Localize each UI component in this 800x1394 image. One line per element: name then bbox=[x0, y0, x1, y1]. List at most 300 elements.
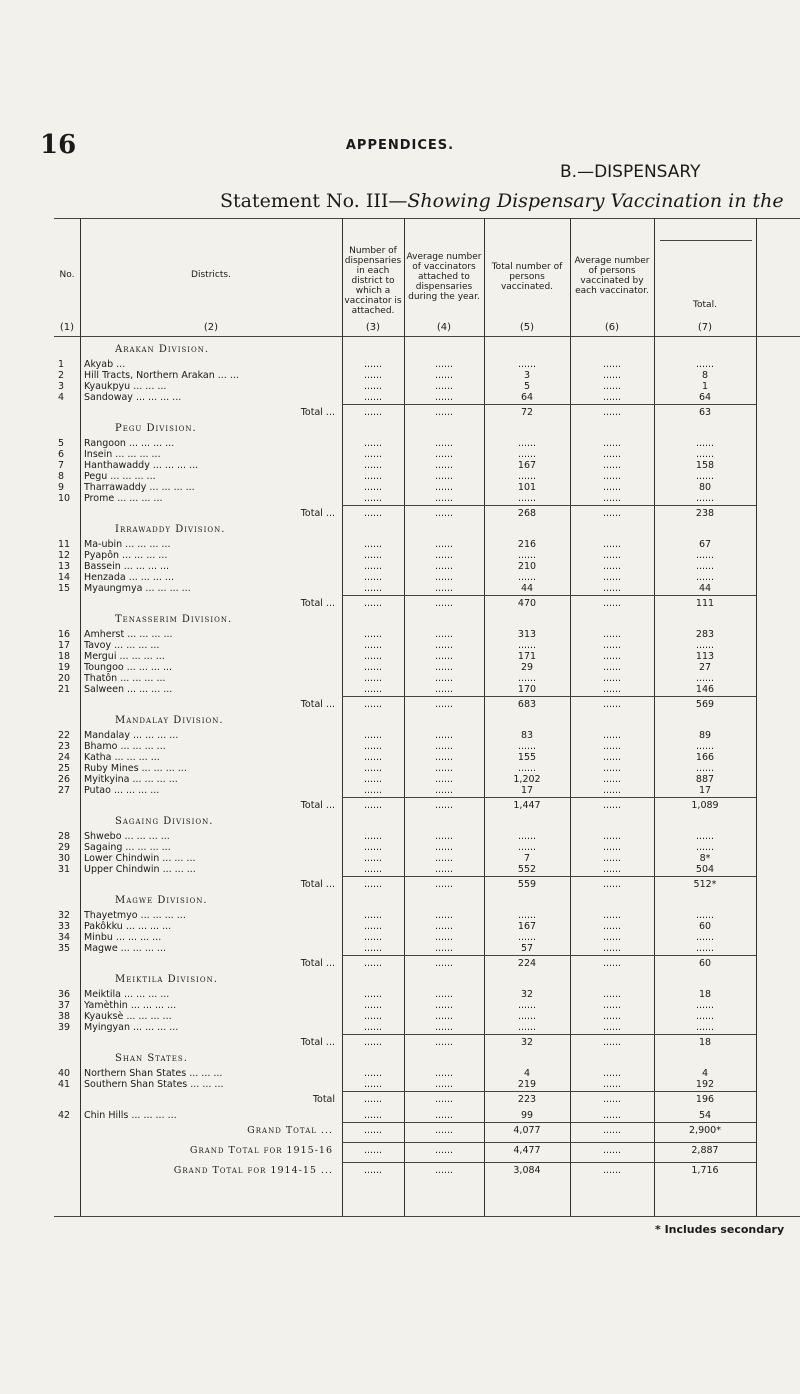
cell-vaccinated: ...... bbox=[517, 449, 537, 460]
statement-title bbox=[220, 190, 784, 212]
cell-dispensaries: ...... bbox=[363, 831, 383, 842]
cell-total: ...... bbox=[695, 741, 715, 752]
table-row bbox=[0, 640, 800, 651]
grand-total-row bbox=[0, 1125, 800, 1136]
cell-average: ...... bbox=[602, 629, 622, 640]
cell-total: 67 bbox=[698, 539, 712, 550]
column-number: (6) bbox=[604, 322, 620, 333]
cell-total: 166 bbox=[695, 752, 715, 763]
cell-vaccinators: ...... bbox=[434, 572, 454, 583]
cell-total: ...... bbox=[695, 673, 715, 684]
district-name: Grand Total for 1915-16 bbox=[189, 1145, 333, 1156]
table-row bbox=[0, 460, 800, 471]
division-heading bbox=[0, 614, 800, 625]
row-number: 36 bbox=[58, 989, 71, 1000]
district-name: Kyaukpyu ... ... ... bbox=[84, 381, 167, 392]
row-number: 23 bbox=[58, 741, 71, 752]
cell-vaccinators: ...... bbox=[434, 651, 454, 662]
cell-vaccinated: 313 bbox=[517, 629, 537, 640]
cell-dispensaries: ...... bbox=[363, 800, 383, 811]
cell-vaccinators: ...... bbox=[434, 842, 454, 853]
cell-total: 1,716 bbox=[691, 1165, 719, 1176]
total-row bbox=[0, 879, 800, 890]
header-avg-per-vaccinator: Average number of persons vaccinated by each vaccinator. bbox=[574, 256, 650, 296]
cell-total: ...... bbox=[695, 550, 715, 561]
cell-total: 1 bbox=[701, 381, 709, 392]
cell-vaccinated: ...... bbox=[517, 493, 537, 504]
cell-total: ...... bbox=[695, 561, 715, 572]
row-number: 19 bbox=[58, 662, 71, 673]
table-row bbox=[0, 1011, 800, 1022]
district-name: Total ... bbox=[300, 407, 335, 418]
district-name: Meiktila Division. bbox=[115, 974, 218, 985]
table-row bbox=[0, 831, 800, 842]
table-row bbox=[0, 673, 800, 684]
cell-dispensaries: ...... bbox=[363, 1110, 383, 1121]
cell-vaccinated: ...... bbox=[517, 438, 537, 449]
cell-dispensaries: ...... bbox=[363, 842, 383, 853]
table-row bbox=[0, 842, 800, 853]
district-name: Sagaing Division. bbox=[115, 816, 214, 827]
cell-vaccinated: 470 bbox=[517, 598, 537, 609]
cell-total: ...... bbox=[695, 493, 715, 504]
header-avg-vaccinators: Average number of vaccinators attached to dispensaries during the year. bbox=[406, 252, 482, 302]
cell-vaccinated: ...... bbox=[517, 572, 537, 583]
table-row bbox=[0, 550, 800, 561]
column-number: (1) bbox=[59, 322, 75, 333]
cell-total: 113 bbox=[695, 651, 715, 662]
cell-dispensaries: ...... bbox=[363, 910, 383, 921]
cell-average: ...... bbox=[602, 407, 622, 418]
district-name: Total ... bbox=[300, 1037, 335, 1048]
row-number: 17 bbox=[58, 640, 71, 651]
table-row bbox=[0, 910, 800, 921]
cell-vaccinators: ...... bbox=[434, 831, 454, 842]
row-number: 33 bbox=[58, 921, 71, 932]
cell-total: 8 bbox=[701, 370, 709, 381]
cell-total: 1,089 bbox=[691, 800, 719, 811]
cell-dispensaries: ...... bbox=[363, 1037, 383, 1048]
row-number: 21 bbox=[58, 684, 71, 695]
row-number: 32 bbox=[58, 910, 71, 921]
cell-vaccinated: 167 bbox=[517, 460, 537, 471]
row-number: 31 bbox=[58, 864, 71, 875]
district-name: Tavoy ... ... ... ... bbox=[84, 640, 160, 651]
cell-total: ...... bbox=[695, 359, 715, 370]
cell-average: ...... bbox=[602, 1165, 622, 1176]
cell-average: ...... bbox=[602, 561, 622, 572]
district-name: Southern Shan States ... ... ... bbox=[84, 1079, 224, 1090]
cell-dispensaries: ...... bbox=[363, 508, 383, 519]
district-name: Kyauksè ... ... ... ... bbox=[84, 1011, 172, 1022]
cell-average: ...... bbox=[602, 482, 622, 493]
cell-dispensaries: ...... bbox=[363, 763, 383, 774]
table-row bbox=[0, 572, 800, 583]
district-name: Ma-ubin ... ... ... ... bbox=[84, 539, 171, 550]
cell-vaccinators: ...... bbox=[434, 629, 454, 640]
cell-dispensaries: ...... bbox=[363, 932, 383, 943]
cell-total: 2,900* bbox=[689, 1125, 721, 1136]
district-name: Pyapôn ... ... ... ... bbox=[84, 550, 168, 561]
cell-vaccinated: 559 bbox=[517, 879, 537, 890]
column-number: (7) bbox=[697, 322, 713, 333]
cell-average: ...... bbox=[602, 921, 622, 932]
table-row bbox=[0, 1079, 800, 1090]
cell-average: ...... bbox=[602, 662, 622, 673]
cell-dispensaries: ...... bbox=[363, 651, 383, 662]
cell-total: 111 bbox=[695, 598, 715, 609]
table-row bbox=[0, 1000, 800, 1011]
row-number: 4 bbox=[58, 392, 65, 403]
cell-average: ...... bbox=[602, 1079, 622, 1090]
row-number: 20 bbox=[58, 673, 71, 684]
cell-average: ...... bbox=[602, 943, 622, 954]
table-row bbox=[0, 921, 800, 932]
cell-vaccinators: ...... bbox=[434, 774, 454, 785]
cell-total: ...... bbox=[695, 932, 715, 943]
cell-vaccinators: ...... bbox=[434, 460, 454, 471]
cell-vaccinated: 3,084 bbox=[513, 1165, 541, 1176]
cell-vaccinated: 223 bbox=[517, 1094, 537, 1105]
row-number: 3 bbox=[58, 381, 65, 392]
cell-vaccinated: 155 bbox=[517, 752, 537, 763]
cell-dispensaries: ...... bbox=[363, 1068, 383, 1079]
cell-total: 887 bbox=[695, 774, 715, 785]
cell-average: ...... bbox=[602, 774, 622, 785]
total-rule bbox=[342, 797, 756, 798]
cell-average: ...... bbox=[602, 673, 622, 684]
cell-vaccinators: ...... bbox=[434, 508, 454, 519]
district-name: Bhamo ... ... ... ... bbox=[84, 741, 166, 752]
total-rule bbox=[342, 1091, 756, 1092]
row-number: 5 bbox=[58, 438, 65, 449]
cell-vaccinated: 210 bbox=[517, 561, 537, 572]
cell-average: ...... bbox=[602, 1094, 622, 1105]
cell-average: ...... bbox=[602, 684, 622, 695]
table-row bbox=[0, 392, 800, 403]
cell-vaccinators: ...... bbox=[434, 785, 454, 796]
cell-average: ...... bbox=[602, 752, 622, 763]
table-top-rule bbox=[54, 218, 800, 219]
cell-total: 80 bbox=[698, 482, 712, 493]
district-name: Upper Chindwin ... ... ... bbox=[84, 864, 196, 875]
cell-average: ...... bbox=[602, 359, 622, 370]
row-number: 9 bbox=[58, 482, 65, 493]
cell-total: 283 bbox=[695, 629, 715, 640]
cell-total: 60 bbox=[698, 958, 712, 969]
division-heading bbox=[0, 974, 800, 985]
district-name: Toungoo ... ... ... ... bbox=[84, 662, 173, 673]
row-number: 27 bbox=[58, 785, 71, 796]
table-row bbox=[0, 943, 800, 954]
cell-vaccinated: 219 bbox=[517, 1079, 537, 1090]
table-row bbox=[0, 651, 800, 662]
district-name: Akyab ... bbox=[84, 359, 126, 370]
district-name: Thayetmyo ... ... ... ... bbox=[84, 910, 186, 921]
district-name: Arakan Division. bbox=[115, 344, 210, 355]
cell-average: ...... bbox=[602, 785, 622, 796]
cell-average: ...... bbox=[602, 1145, 622, 1156]
header-subrule bbox=[660, 240, 752, 241]
table-row bbox=[0, 629, 800, 640]
cell-vaccinators: ...... bbox=[434, 598, 454, 609]
table-row bbox=[0, 482, 800, 493]
district-name: Shwebo ... ... ... ... bbox=[84, 831, 170, 842]
cell-dispensaries: ...... bbox=[363, 1022, 383, 1033]
cell-vaccinators: ...... bbox=[434, 1110, 454, 1121]
cell-average: ...... bbox=[602, 471, 622, 482]
cell-average: ...... bbox=[602, 550, 622, 561]
cell-vaccinators: ...... bbox=[434, 943, 454, 954]
table-row bbox=[0, 989, 800, 1000]
row-number: 29 bbox=[58, 842, 71, 853]
cell-vaccinators: ...... bbox=[434, 879, 454, 890]
cell-average: ...... bbox=[602, 381, 622, 392]
district-name: Total ... bbox=[300, 958, 335, 969]
cell-dispensaries: ...... bbox=[363, 539, 383, 550]
division-heading bbox=[0, 816, 800, 827]
cell-vaccinators: ...... bbox=[434, 752, 454, 763]
header-no: No. bbox=[59, 270, 75, 280]
cell-average: ...... bbox=[602, 831, 622, 842]
cell-total: 158 bbox=[695, 460, 715, 471]
district-name: Henzada ... ... ... ... bbox=[84, 572, 174, 583]
row-number: 13 bbox=[58, 561, 71, 572]
cell-vaccinated: 5 bbox=[523, 381, 531, 392]
total-rule bbox=[342, 404, 756, 405]
cell-vaccinators: ...... bbox=[434, 684, 454, 695]
cell-vaccinated: 101 bbox=[517, 482, 537, 493]
cell-vaccinators: ...... bbox=[434, 763, 454, 774]
district-name: Amherst ... ... ... ... bbox=[84, 629, 173, 640]
table-row bbox=[0, 785, 800, 796]
row-number: 22 bbox=[58, 730, 71, 741]
cell-total: 4 bbox=[701, 1068, 709, 1079]
table-row bbox=[0, 370, 800, 381]
cell-total: ...... bbox=[695, 640, 715, 651]
row-number: 24 bbox=[58, 752, 71, 763]
district-name: Yamèthin ... ... ... ... bbox=[84, 1000, 177, 1011]
header-dispensaries: Number of dispensaries in each district to which a vaccinator is attached. bbox=[344, 246, 402, 316]
cell-dispensaries: ...... bbox=[363, 370, 383, 381]
cell-total: ...... bbox=[695, 910, 715, 921]
table-row bbox=[0, 774, 800, 785]
cell-total: 8* bbox=[699, 853, 711, 864]
cell-vaccinated: 167 bbox=[517, 921, 537, 932]
cell-total: ...... bbox=[695, 471, 715, 482]
cell-total: ...... bbox=[695, 449, 715, 460]
division-heading bbox=[0, 524, 800, 535]
cell-vaccinators: ...... bbox=[434, 561, 454, 572]
cell-vaccinators: ...... bbox=[434, 662, 454, 673]
row-number: 15 bbox=[58, 583, 71, 594]
district-name: Tharrawaddy ... ... ... ... bbox=[84, 482, 195, 493]
table-row bbox=[0, 381, 800, 392]
cell-vaccinated: 7 bbox=[523, 853, 531, 864]
cell-dispensaries: ...... bbox=[363, 482, 383, 493]
cell-total: 192 bbox=[695, 1079, 715, 1090]
total-rule bbox=[342, 505, 756, 506]
district-name: Ruby Mines ... ... ... ... bbox=[84, 763, 187, 774]
statement-prefix: Statement No. III— bbox=[220, 190, 408, 212]
cell-vaccinators: ...... bbox=[434, 392, 454, 403]
cell-dispensaries: ...... bbox=[363, 1094, 383, 1105]
cell-total: 18 bbox=[698, 1037, 712, 1048]
cell-vaccinated: 3 bbox=[523, 370, 531, 381]
cell-average: ...... bbox=[602, 958, 622, 969]
cell-vaccinators: ...... bbox=[434, 800, 454, 811]
cell-total: ...... bbox=[695, 763, 715, 774]
cell-average: ...... bbox=[602, 640, 622, 651]
cell-vaccinated: ...... bbox=[517, 842, 537, 853]
cell-dispensaries: ...... bbox=[363, 407, 383, 418]
total-rule bbox=[342, 1122, 756, 1123]
row-number: 14 bbox=[58, 572, 71, 583]
district-name: Myaungmya ... ... ... ... bbox=[84, 583, 191, 594]
cell-vaccinated: ...... bbox=[517, 910, 537, 921]
cell-total: ...... bbox=[695, 572, 715, 583]
cell-vaccinated: ...... bbox=[517, 1011, 537, 1022]
district-name: Lower Chindwin ... ... ... bbox=[84, 853, 196, 864]
cell-vaccinators: ...... bbox=[434, 493, 454, 504]
table-row bbox=[0, 539, 800, 550]
cell-vaccinators: ...... bbox=[434, 359, 454, 370]
division-heading bbox=[0, 1053, 800, 1064]
district-name: Total ... bbox=[300, 879, 335, 890]
district-name: Hanthawaddy ... ... ... ... bbox=[84, 460, 199, 471]
cell-vaccinators: ...... bbox=[434, 730, 454, 741]
cell-total: ...... bbox=[695, 831, 715, 842]
total-row bbox=[0, 958, 800, 969]
cell-total: 89 bbox=[698, 730, 712, 741]
cell-dispensaries: ...... bbox=[363, 550, 383, 561]
cell-dispensaries: ...... bbox=[363, 864, 383, 875]
cell-dispensaries: ...... bbox=[363, 853, 383, 864]
cell-total: 64 bbox=[698, 392, 712, 403]
cell-vaccinated: ...... bbox=[517, 932, 537, 943]
cell-dispensaries: ...... bbox=[363, 879, 383, 890]
section-title: B.—DISPENSARY bbox=[560, 162, 701, 182]
cell-average: ...... bbox=[602, 932, 622, 943]
table-row bbox=[0, 583, 800, 594]
cell-average: ...... bbox=[602, 460, 622, 471]
table-row bbox=[0, 763, 800, 774]
table-row bbox=[0, 493, 800, 504]
cell-dispensaries: ...... bbox=[363, 741, 383, 752]
cell-average: ...... bbox=[602, 1068, 622, 1079]
cell-vaccinators: ...... bbox=[434, 958, 454, 969]
cell-dispensaries: ...... bbox=[363, 921, 383, 932]
cell-dispensaries: ...... bbox=[363, 662, 383, 673]
row-number: 18 bbox=[58, 651, 71, 662]
cell-average: ...... bbox=[602, 583, 622, 594]
cell-vaccinators: ...... bbox=[434, 1037, 454, 1048]
cell-total: 196 bbox=[695, 1094, 715, 1105]
table-row bbox=[0, 864, 800, 875]
cell-total: ...... bbox=[695, 842, 715, 853]
cell-total: ...... bbox=[695, 438, 715, 449]
cell-dispensaries: ...... bbox=[363, 785, 383, 796]
division-heading bbox=[0, 344, 800, 355]
cell-vaccinated: 44 bbox=[520, 583, 534, 594]
cell-vaccinators: ...... bbox=[434, 699, 454, 710]
cell-dispensaries: ...... bbox=[363, 1079, 383, 1090]
row-number: 37 bbox=[58, 1000, 71, 1011]
cell-dispensaries: ...... bbox=[363, 752, 383, 763]
district-name: Pegu Division. bbox=[115, 423, 197, 434]
total-row bbox=[0, 1037, 800, 1048]
district-name: Katha ... ... ... ... bbox=[84, 752, 160, 763]
row-number: 8 bbox=[58, 471, 65, 482]
cell-vaccinated: ...... bbox=[517, 471, 537, 482]
cell-vaccinated: 32 bbox=[520, 989, 534, 1000]
cell-total: 17 bbox=[698, 785, 712, 796]
cell-vaccinators: ...... bbox=[434, 550, 454, 561]
cell-dispensaries: ...... bbox=[363, 359, 383, 370]
row-number: 1 bbox=[58, 359, 65, 370]
district-name: Irrawaddy Division. bbox=[115, 524, 226, 535]
total-rule bbox=[342, 1142, 756, 1143]
cell-vaccinators: ...... bbox=[434, 482, 454, 493]
cell-average: ...... bbox=[602, 1011, 622, 1022]
cell-vaccinated: 224 bbox=[517, 958, 537, 969]
row-number: 40 bbox=[58, 1068, 71, 1079]
cell-dispensaries: ...... bbox=[363, 471, 383, 482]
cell-total: 504 bbox=[695, 864, 715, 875]
cell-vaccinated: 552 bbox=[517, 864, 537, 875]
cell-average: ...... bbox=[602, 910, 622, 921]
cell-total: 2,887 bbox=[691, 1145, 719, 1156]
district-name: Sagaing ... ... ... ... bbox=[84, 842, 171, 853]
cell-vaccinators: ...... bbox=[434, 449, 454, 460]
cell-average: ...... bbox=[602, 879, 622, 890]
cell-vaccinators: ...... bbox=[434, 1068, 454, 1079]
total-row bbox=[0, 508, 800, 519]
cell-average: ...... bbox=[602, 989, 622, 1000]
cell-vaccinators: ...... bbox=[434, 438, 454, 449]
district-name: Myingyan ... ... ... ... bbox=[84, 1022, 179, 1033]
cell-dispensaries: ...... bbox=[363, 989, 383, 1000]
cell-vaccinators: ...... bbox=[434, 1094, 454, 1105]
cell-vaccinators: ...... bbox=[434, 1000, 454, 1011]
district-name: Northern Shan States ... ... ... bbox=[84, 1068, 223, 1079]
cell-average: ...... bbox=[602, 1022, 622, 1033]
district-name: Mandalay Division. bbox=[115, 715, 224, 726]
district-name: Prome ... ... ... ... bbox=[84, 493, 163, 504]
cell-dispensaries: ...... bbox=[363, 561, 383, 572]
cell-total: 569 bbox=[695, 699, 715, 710]
district-name: Grand Total for 1914-15 ... bbox=[173, 1165, 333, 1176]
table-row bbox=[0, 1022, 800, 1033]
page-number: 16 bbox=[40, 130, 77, 160]
cell-vaccinated: ...... bbox=[517, 673, 537, 684]
cell-dispensaries: ...... bbox=[363, 699, 383, 710]
district-name: Total bbox=[312, 1094, 335, 1105]
cell-dispensaries: ...... bbox=[363, 449, 383, 460]
district-name: Meiktila ... ... ... ... bbox=[84, 989, 170, 1000]
cell-vaccinated: 72 bbox=[520, 407, 534, 418]
cell-total: 146 bbox=[695, 684, 715, 695]
cell-vaccinated: 171 bbox=[517, 651, 537, 662]
row-number: 11 bbox=[58, 539, 71, 550]
cell-vaccinators: ...... bbox=[434, 864, 454, 875]
table-row bbox=[0, 438, 800, 449]
district-name: Mergui ... ... ... ... bbox=[84, 651, 165, 662]
cell-total: 63 bbox=[698, 407, 712, 418]
cell-average: ...... bbox=[602, 1037, 622, 1048]
cell-average: ...... bbox=[602, 370, 622, 381]
district-name: Sandoway ... ... ... ... bbox=[84, 392, 182, 403]
